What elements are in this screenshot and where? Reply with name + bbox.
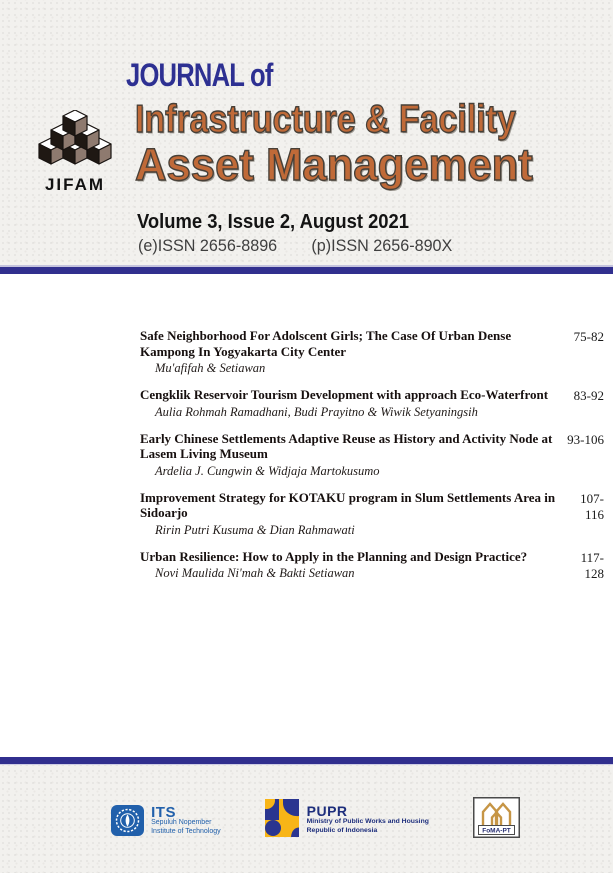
toc-section: [0, 274, 613, 757]
eissn-text: (e)ISSN 2656-8896: [138, 236, 278, 255]
pupr-logo: [265, 799, 429, 838]
article-pages: 107-116: [580, 490, 604, 522]
article-pages: 93-106: [567, 431, 604, 447]
article-pages: 83-92: [573, 388, 604, 403]
pupr-line2: Republic of Indonesia: [306, 826, 378, 834]
journal-title-line1: Infrastructure & Facility: [135, 98, 516, 141]
article-authors: Aulia Rohmah Ramadhani, Budi Prayitno & Wiwik Setyaningsih: [155, 404, 478, 419]
toc-entry: [140, 431, 604, 478]
article-title: Urban Resilience: How to Apply in the Planning and Design Practice?: [140, 548, 528, 564]
article-title: Improvement Strategy for KOTAKU program in Slum Settlements Area in Sidoarjo: [140, 489, 556, 520]
pupr-abbr: PUPR: [306, 803, 348, 819]
jifam-cubes-icon: [37, 110, 113, 168]
its-logo: [111, 805, 221, 838]
foma-pt-logo-icon: [473, 797, 520, 838]
divider-bar-bottom: [0, 757, 613, 765]
footer-logos: [0, 797, 613, 838]
its-line2: Institute of Technology: [151, 827, 221, 835]
article-authors: Ririn Putri Kusuma & Dian Rahmawati: [155, 522, 355, 537]
article-title: Safe Neighborhood For Adolscent Girls; The Case Of Urban Dense Kampong In Yogyakarta City Center: [140, 328, 512, 359]
article-pages: 117-128: [580, 549, 604, 581]
article-pages: 75-82: [573, 329, 604, 344]
foma-pt-logo: [473, 797, 520, 838]
its-abbr: ITS: [151, 804, 176, 821]
foma-pt-label: FoMA-PT: [482, 827, 511, 835]
jifam-logo: [36, 110, 114, 195]
article-authors: Mu'afifah & Setiawan: [155, 361, 266, 375]
journal-of-heading: JOURNAL of: [126, 57, 273, 93]
article-title: Cengklik Reservoir Tourism Development with approach Eco-Waterfront: [140, 387, 549, 402]
issn-row: [138, 236, 452, 256]
article-authors: Ardelia J. Cungwin & Widjaja Martokusumo: [155, 463, 380, 478]
toc-entry: [140, 328, 604, 375]
its-logo-icon: [111, 805, 144, 836]
volume-issue-line: Volume 3, Issue 2, August 2021: [137, 211, 410, 233]
toc-entry: [140, 490, 604, 537]
article-authors: Novi Maulida Ni'mah & Bakti Setiawan: [155, 566, 355, 580]
pupr-line1: Ministry of Public Works and Housing: [306, 818, 429, 825]
pupr-logo-icon: [265, 799, 299, 837]
journal-title-line2: Asset Management: [135, 139, 533, 190]
article-title: Early Chinese Settlements Adaptive Reuse as History and Activity Node at Lasem Living Museum: [140, 430, 553, 461]
jifam-logo-text: JIFAM: [44, 175, 106, 194]
toc-entry: [140, 549, 604, 582]
toc-entry: [140, 387, 604, 419]
divider-bar-top: [0, 265, 613, 274]
pissn-text: (p)ISSN 2656-890X: [311, 236, 453, 255]
toc-list: [140, 328, 604, 594]
its-line1: Sepuluh Nopember: [151, 819, 212, 826]
